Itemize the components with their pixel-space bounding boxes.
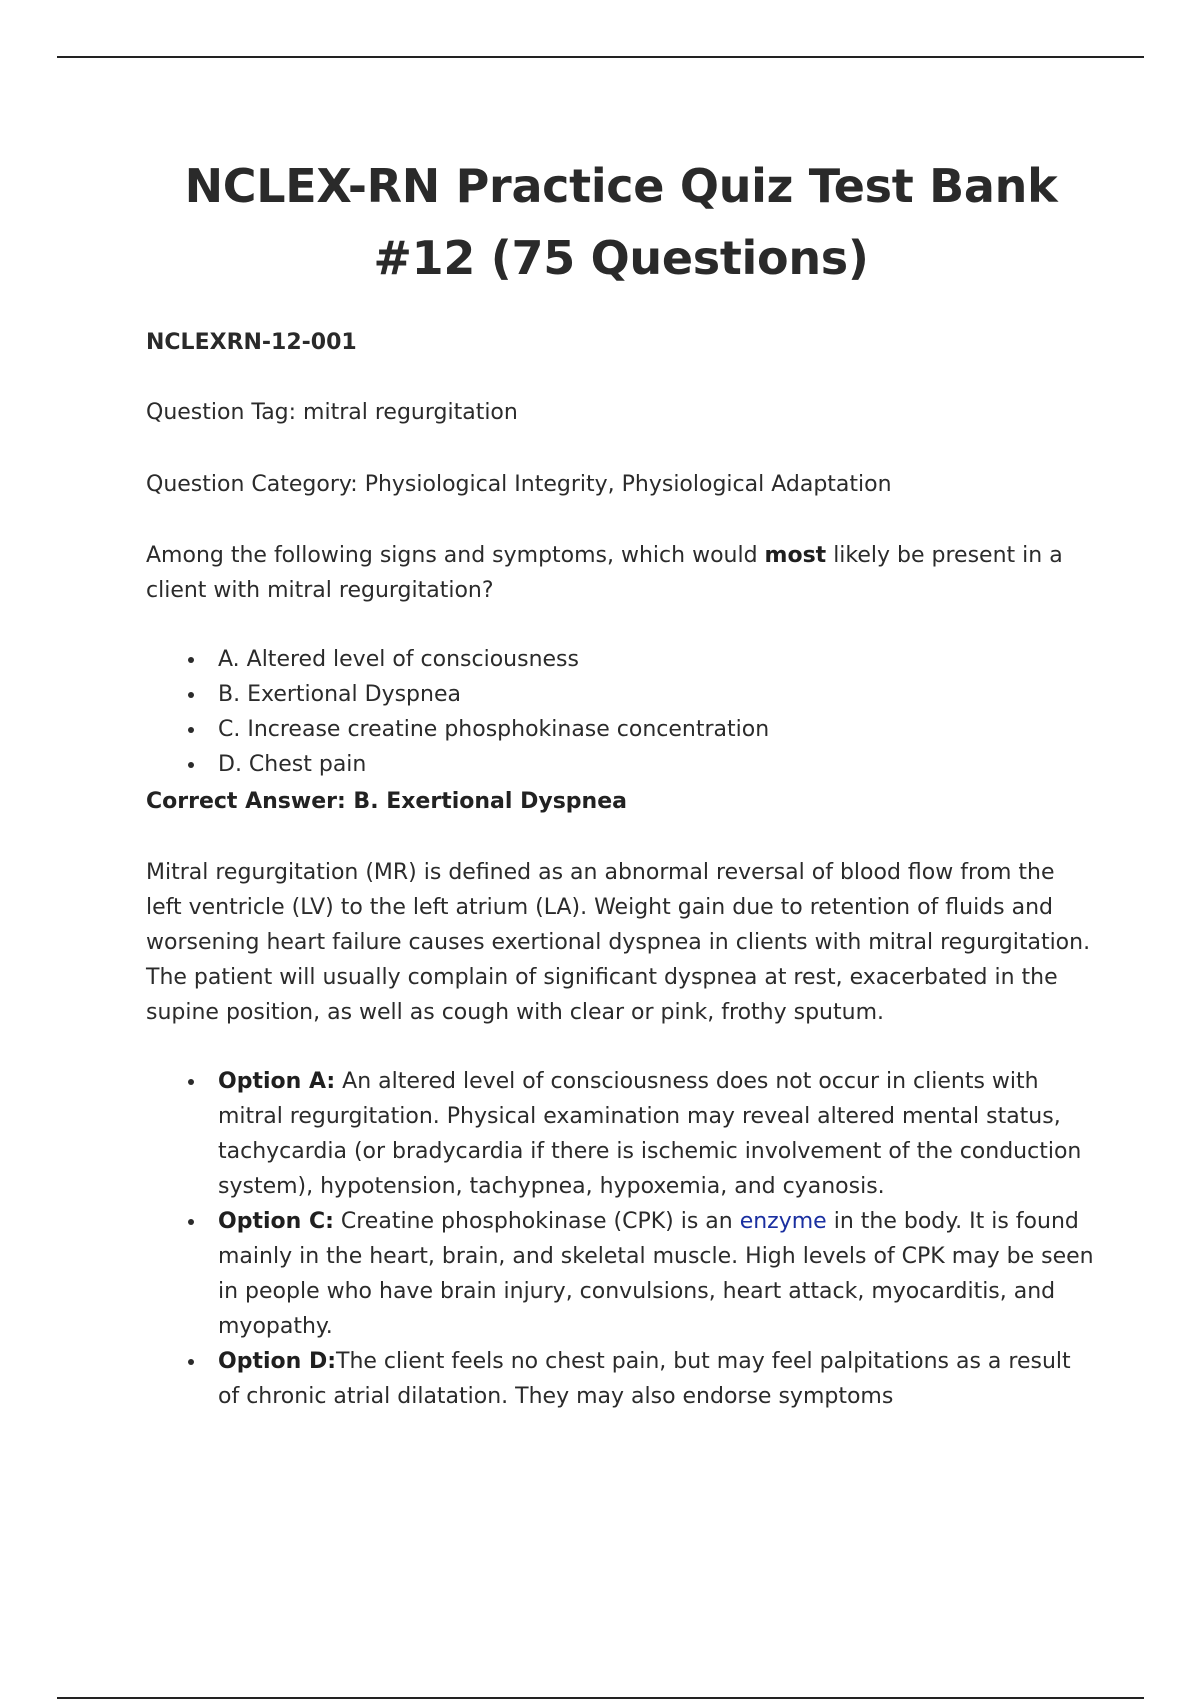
option-d: D. Chest pain xyxy=(218,747,1096,782)
stem-emphasis: most xyxy=(764,543,827,568)
rationale-text: in the body. It is found mainly in the heart, brain, and skeletal muscle. High levels of CPK may be seen in people who have brain injury, convulsions, heart attack, myocarditis, and myopathy. xyxy=(218,1209,1094,1339)
rationale-text: Creatine phosphokinase (CPK) is an xyxy=(333,1209,740,1234)
rationale-label: Option A: xyxy=(218,1069,336,1094)
rationale-label: Option D: xyxy=(218,1349,337,1374)
rationale-option-a xyxy=(218,1064,1096,1204)
option-b: B. Exertional Dyspnea xyxy=(218,677,1096,712)
question-category: Question Category: Physiological Integrity, Physiological Adaptation xyxy=(146,472,892,497)
stem-text-after: likely be present in a client with mitral regurgitation? xyxy=(146,543,1063,603)
explanation-paragraph: Mitral regurgitation (MR) is defined as an abnormal reversal of blood flow from the left ventricle (LV) to the left atrium (LA). Weight gain due to retention of fluids and worsening heart failure causes exertional dyspnea in clients with mitral regurgitation. The patient will usually complain of significant dyspnea at rest, exacerbated in the supine position, as well as cough with clear or pink, frothy sputum. xyxy=(146,860,1091,1025)
option-c: C. Increase creatine phosphokinase concentration xyxy=(218,712,1096,747)
correct-answer: Correct Answer: B. Exertional Dyspnea xyxy=(146,789,627,814)
enzyme-link[interactable]: enzyme xyxy=(739,1209,827,1234)
top-divider xyxy=(57,56,1144,58)
question-id: NCLEXRN-12-001 xyxy=(146,330,357,355)
rationale-text: The client feels no chest pain, but may feel palpitations as a result of chronic atrial dilatation. They may also endorse symptoms xyxy=(218,1349,1071,1409)
document-page xyxy=(146,150,1096,1414)
question-tag: Question Tag: mitral regurgitation xyxy=(146,400,518,425)
rationale-list xyxy=(146,1064,1096,1414)
rationale-label: Option C: xyxy=(218,1209,334,1234)
rationale-option-d xyxy=(218,1344,1096,1414)
page-title: NCLEX-RN Practice Quiz Test Bank #12 (75 Questions) xyxy=(184,159,1058,285)
rationale-option-c xyxy=(218,1204,1096,1344)
bottom-divider xyxy=(57,1697,1144,1699)
answer-options-list xyxy=(146,642,1096,782)
question-stem xyxy=(146,538,1096,608)
rationale-text: An altered level of consciousness does not occur in clients with mitral regurgitation. Physical examination may reveal altered mental status, tachycardia (or bradycardia if there is ischemic involvement of the conduction system), hypotension, tachypnea, hypoxemia, and cyanosis. xyxy=(218,1069,1082,1199)
option-a: A. Altered level of consciousness xyxy=(218,642,1096,677)
stem-text-before: Among the following signs and symptoms, which would xyxy=(146,543,765,568)
